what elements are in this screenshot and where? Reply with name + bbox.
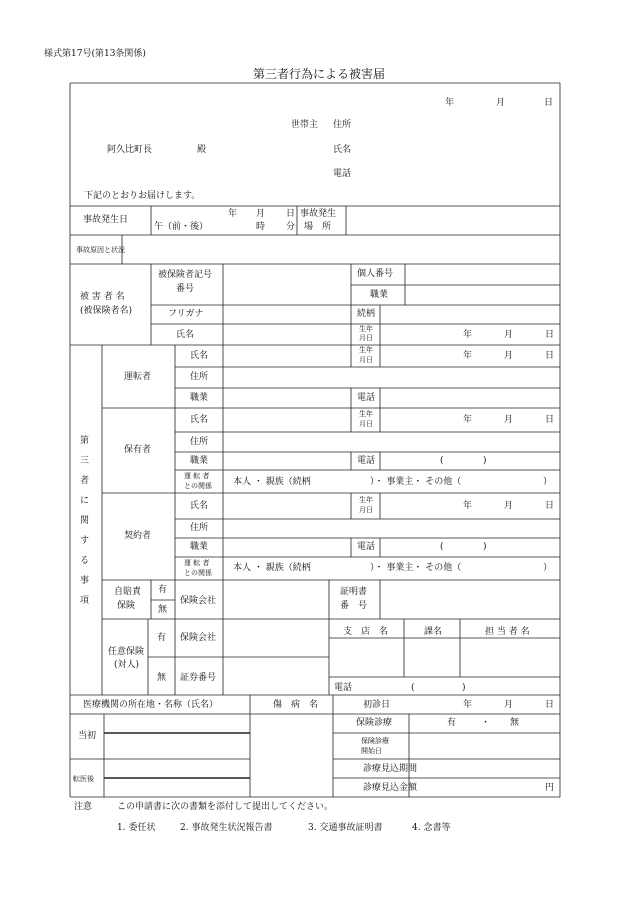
injury-label: 傷 病 名 bbox=[273, 700, 319, 710]
policy-number-label: 証券番号 bbox=[180, 673, 217, 683]
contractor-phone-label: 電話 bbox=[357, 542, 376, 552]
certificate-label: 証明書 bbox=[340, 587, 368, 597]
driver-label: 運転者 bbox=[124, 372, 152, 382]
voluntary-insurance-label: 任意保険 bbox=[108, 647, 145, 657]
contractor-birth-day: 日 bbox=[545, 501, 555, 511]
owner-label: 保有者 bbox=[124, 445, 152, 455]
address-label: 住所 bbox=[333, 120, 352, 130]
contractor-birth-label: 生年 bbox=[359, 496, 373, 504]
declaration: 下記のとおりお届けします。 bbox=[84, 191, 201, 201]
contractor-birth-label-2: 月日 bbox=[359, 506, 373, 514]
compulsory-no: 無 bbox=[158, 605, 168, 615]
contractor-label: 契約者 bbox=[124, 531, 152, 541]
contractor-relation-options-b: ）・ 事業主・ その他（ bbox=[370, 563, 462, 573]
third-party-label-5: 関 bbox=[80, 516, 90, 526]
accident-cause-label: 事故原因と状況 bbox=[76, 246, 125, 254]
contractor-relation-label: 運 転 者 bbox=[184, 559, 210, 567]
third-party-label-9: 項 bbox=[80, 596, 90, 606]
intro-month: 月 bbox=[496, 98, 506, 108]
notes-text: この申請書に次の書類を添付して提出してください。 bbox=[117, 802, 334, 812]
driver-birth-day: 日 bbox=[545, 351, 555, 361]
intro-year: 年 bbox=[445, 98, 455, 108]
insured-number-label-2: 番号 bbox=[176, 284, 195, 294]
owner-relation-options-b: ）・ 事業主・ その他（ bbox=[370, 477, 462, 487]
treatment-start-label: 保険診療 bbox=[361, 737, 389, 745]
owner-birth-month: 月 bbox=[504, 415, 514, 425]
driver-birth-label-2: 月日 bbox=[359, 356, 373, 364]
victim-birth-label-2: 月日 bbox=[359, 334, 373, 342]
owner-birth-day: 日 bbox=[545, 415, 555, 425]
owner-address-label: 住所 bbox=[190, 437, 209, 447]
treatment-period-label: 診療見込期間 bbox=[363, 764, 418, 774]
phone-label: 電話 bbox=[333, 169, 352, 179]
third-party-label-3: 者 bbox=[80, 476, 90, 486]
owner-job-label: 職業 bbox=[190, 456, 209, 466]
first-visit-month: 月 bbox=[504, 700, 514, 710]
owner-birth-label: 生年 bbox=[359, 410, 373, 418]
department-label: 課名 bbox=[424, 627, 443, 637]
voluntary-company-label: 保険会社 bbox=[180, 633, 217, 643]
compulsory-company-label: 保険会社 bbox=[180, 596, 217, 606]
third-party-label-8: 事 bbox=[80, 576, 90, 586]
contractor-birth-month: 月 bbox=[504, 501, 514, 511]
victim-birth-label: 生年 bbox=[359, 325, 373, 333]
third-party-label-7: る bbox=[80, 556, 90, 566]
driver-phone-label: 電話 bbox=[357, 393, 376, 403]
owner-relation-label: 運 転 者 bbox=[184, 472, 210, 480]
attachment-item: 3. 交通事故証明書 bbox=[308, 823, 383, 833]
institution-label: 医療機関の所在地・名称（氏名） bbox=[83, 700, 219, 710]
driver-name-label: 氏名 bbox=[190, 351, 209, 361]
treatment-amount-label: 診療見込金額 bbox=[363, 783, 418, 793]
contractor-job-label: 職業 bbox=[190, 542, 209, 552]
recipient: 阿久比町長 bbox=[107, 145, 153, 155]
third-party-label-4: に bbox=[80, 496, 90, 506]
certificate-label-2: 番 号 bbox=[340, 601, 368, 611]
driver-birth-month: 月 bbox=[504, 351, 514, 361]
owner-phone-paren-open: ( bbox=[440, 456, 444, 466]
attachment-item: 1. 委任状 bbox=[117, 823, 156, 833]
third-party-label-6: す bbox=[80, 536, 90, 546]
initial-label: 当初 bbox=[78, 731, 97, 741]
form-number: 様式第17号(第13条関係) bbox=[44, 49, 146, 59]
victim-section-label: 被 害 者 名 bbox=[80, 292, 125, 302]
furigana-label: フリガナ bbox=[168, 309, 204, 319]
driver-birth-label: 生年 bbox=[359, 346, 373, 354]
insured-number-label: 被保険者記号 bbox=[158, 270, 213, 280]
insurance-treatment-label: 保険診療 bbox=[356, 718, 393, 728]
contractor-relation-options-c: ） bbox=[543, 563, 553, 573]
accident-place-label: 事故発生 bbox=[300, 209, 337, 219]
victim-job-label: 職業 bbox=[370, 290, 389, 300]
notes-label: 注意 bbox=[74, 802, 93, 812]
accident-month: 月 bbox=[256, 209, 266, 219]
yen-label: 円 bbox=[545, 783, 555, 793]
treatment-yes: 有 bbox=[447, 718, 457, 728]
owner-name-label: 氏名 bbox=[190, 415, 209, 425]
driver-address-label: 住所 bbox=[190, 372, 209, 382]
branch-label: 支 店 名 bbox=[343, 627, 389, 637]
accident-day: 日 bbox=[286, 209, 296, 219]
accident-hour: 時 bbox=[256, 222, 266, 232]
first-visit-label: 初診日 bbox=[363, 700, 391, 710]
transfer-label: 転医後 bbox=[73, 775, 94, 783]
name-label: 氏名 bbox=[333, 145, 352, 155]
victim-section-label-2: (被保険者名) bbox=[80, 306, 133, 316]
driver-birth-year: 年 bbox=[463, 351, 473, 361]
staff-label: 担 当 者 名 bbox=[485, 627, 530, 637]
relation-label: 続柄 bbox=[357, 309, 376, 319]
accident-ampm: 午（前・後） bbox=[154, 222, 209, 232]
contractor-phone-paren-close: ) bbox=[483, 542, 487, 552]
insurance-phone-label: 電話 bbox=[334, 683, 353, 693]
first-visit-year: 年 bbox=[463, 700, 473, 710]
voluntary-yes: 有 bbox=[157, 633, 167, 643]
contractor-relation-label-2: との関係 bbox=[184, 569, 212, 577]
attachment-item: 2. 事故発生状況報告書 bbox=[180, 823, 273, 833]
owner-relation-options-a: 本人 ・ 親族（続柄 bbox=[233, 477, 311, 487]
first-visit-day: 日 bbox=[545, 700, 555, 710]
owner-birth-year: 年 bbox=[463, 415, 473, 425]
voluntary-insurance-label-2: (対人) bbox=[114, 660, 140, 670]
owner-birth-label-2: 月日 bbox=[359, 420, 373, 428]
contractor-phone-paren-open: ( bbox=[440, 542, 444, 552]
treatment-dot: ・ bbox=[481, 718, 491, 728]
compulsory-insurance-label-2: 保険 bbox=[117, 601, 136, 611]
contractor-name-label: 氏名 bbox=[190, 501, 209, 511]
form-title: 第三者行為による被害届 bbox=[253, 67, 386, 81]
contractor-relation-options-a: 本人 ・ 親族（続柄 bbox=[233, 563, 311, 573]
insurance-phone-paren-close: ) bbox=[462, 683, 466, 693]
personal-number-label: 個人番号 bbox=[357, 269, 394, 279]
owner-phone-label: 電話 bbox=[357, 456, 376, 466]
treatment-start-label-2: 開始日 bbox=[361, 747, 382, 755]
accident-place-label-2: 場 所 bbox=[304, 222, 332, 232]
victim-name-label: 氏名 bbox=[176, 330, 195, 340]
accident-date-label: 事故発生日 bbox=[83, 215, 129, 225]
treatment-no: 無 bbox=[510, 718, 520, 728]
third-party-label-2: 三 bbox=[80, 456, 90, 466]
victim-birth-day: 日 bbox=[545, 330, 555, 340]
victim-birth-month: 月 bbox=[504, 330, 514, 340]
accident-year: 年 bbox=[228, 209, 238, 219]
voluntary-no: 無 bbox=[157, 673, 167, 683]
owner-relation-options-c: ） bbox=[543, 477, 553, 487]
attachment-item: 4. 念書等 bbox=[412, 823, 451, 833]
honorific: 殿 bbox=[197, 145, 207, 155]
driver-job-label: 職業 bbox=[190, 393, 209, 403]
accident-minute: 分 bbox=[286, 222, 296, 232]
insurance-phone-paren-open: ( bbox=[411, 683, 415, 693]
contractor-address-label: 住所 bbox=[190, 523, 209, 533]
third-party-label-1: 第 bbox=[80, 436, 90, 446]
victim-birth-year: 年 bbox=[463, 330, 473, 340]
owner-relation-label-2: との関係 bbox=[184, 482, 212, 490]
compulsory-yes: 有 bbox=[158, 585, 168, 595]
owner-phone-paren-close: ) bbox=[483, 456, 487, 466]
householder-label: 世帯主 bbox=[291, 120, 319, 130]
intro-day: 日 bbox=[544, 98, 554, 108]
contractor-birth-year: 年 bbox=[463, 501, 473, 511]
compulsory-insurance-label: 自賠責 bbox=[114, 587, 142, 597]
